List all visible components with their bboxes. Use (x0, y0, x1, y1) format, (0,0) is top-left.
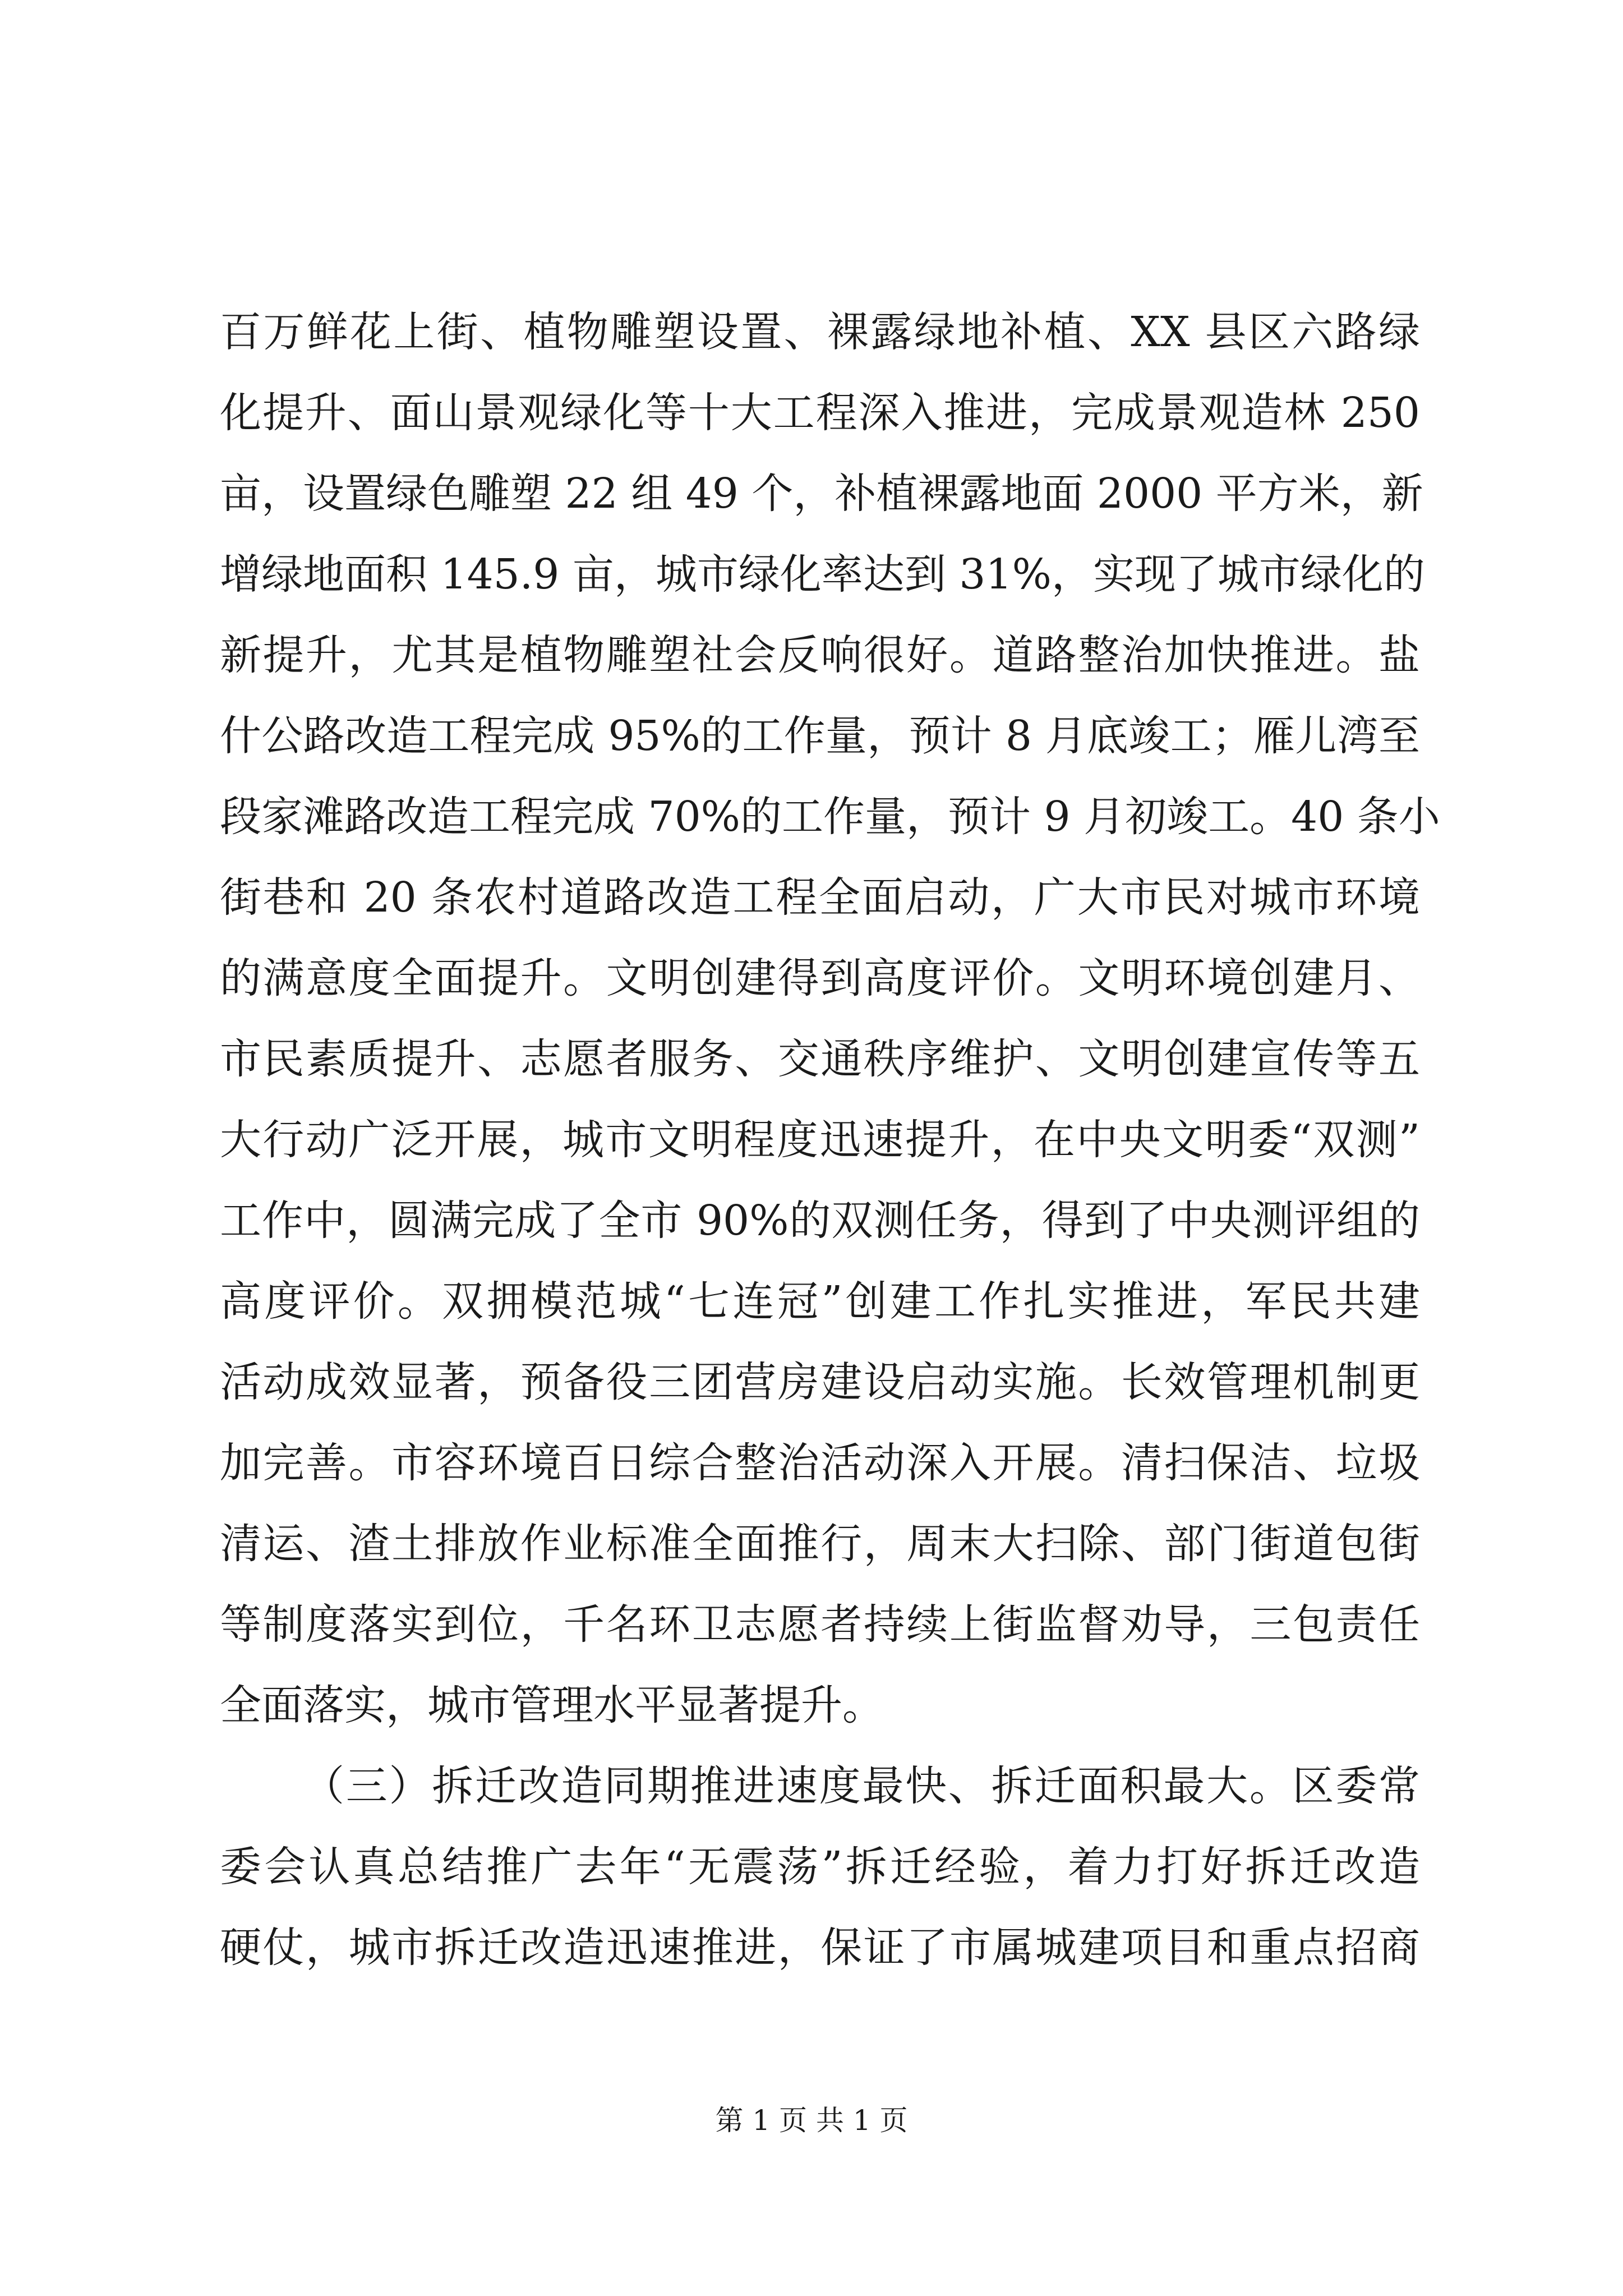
text-line: 大行动广泛开展，城市文明程度迅速提升，在中央文明委“双测” (220, 1116, 1420, 1164)
page-footer (0, 2104, 1623, 2137)
text-line: 清运、渣土排放作业标准全面推行，周末大扫除、部门街道包街 (220, 1520, 1420, 1568)
paragraph-1 (220, 292, 1440, 1746)
text-line: 工作中，圆满完成了全市 90%的双测任务，得到了中央测评组的 (220, 1197, 1420, 1245)
text-line: 什公路改造工程完成 95%的工作量，预计 8 月底竣工；雁儿湾至 (220, 712, 1420, 760)
paragraph-2 (220, 1746, 1420, 1988)
text-line: 街巷和 20 条农村道路改造工程全面启动，广大市民对城市环境 (220, 873, 1420, 922)
text-line: 活动成效显著，预备役三团营房建设启动实施。长效管理机制更 (220, 1358, 1420, 1406)
page-number: 第 1 页 共 1 页 (715, 2104, 908, 2137)
text-line: 全面落实，城市管理水平显著提升。 (220, 1681, 884, 1729)
text-line: 新提升，尤其是植物雕塑社会反响很好。道路整治加快推进。盐 (220, 631, 1420, 679)
text-line: 市民素质提升、志愿者服务、交通秩序维护、文明创建宣传等五 (220, 1035, 1420, 1083)
body-text (220, 292, 1440, 1988)
text-line: （三）拆迁改造同期推进速度最快、拆迁面积最大。区委常 (303, 1762, 1420, 1810)
text-line: 亩，设置绿色雕塑 22 组 49 个，补植裸露地面 2000 平方米，新 (220, 470, 1423, 518)
text-line: 加完善。市容环境百日综合整治活动深入开展。清扫保洁、垃圾 (220, 1439, 1420, 1487)
text-line: 化提升、面山景观绿化等十大工程深入推进，完成景观造林 250 (220, 389, 1420, 437)
text-line: 段家滩路改造工程完成 70%的工作量，预计 9 月初竣工。40 条小 (220, 793, 1440, 841)
text-line: 等制度落实到位，千名环卫志愿者持续上街监督劝导，三包责任 (220, 1600, 1420, 1649)
text-line: 增绿地面积 145.9 亩，城市绿化率达到 31%，实现了城市绿化的 (220, 550, 1425, 599)
text-line: 委会认真总结推广去年“无震荡”拆迁经验，着力打好拆迁改造 (220, 1843, 1420, 1891)
text-line: 的满意度全面提升。文明创建得到高度评价。文明环境创建月、 (220, 954, 1420, 1002)
text-line: 百万鲜花上街、植物雕塑设置、裸露绿地补植、XX 县区六路绿 (220, 308, 1420, 356)
text-line: 高度评价。双拥模范城“七连冠”创建工作扎实推进，军民共建 (220, 1277, 1420, 1326)
text-line: 硬仗，城市拆迁改造迅速推进，保证了市属城建项目和重点招商 (220, 1924, 1420, 1972)
